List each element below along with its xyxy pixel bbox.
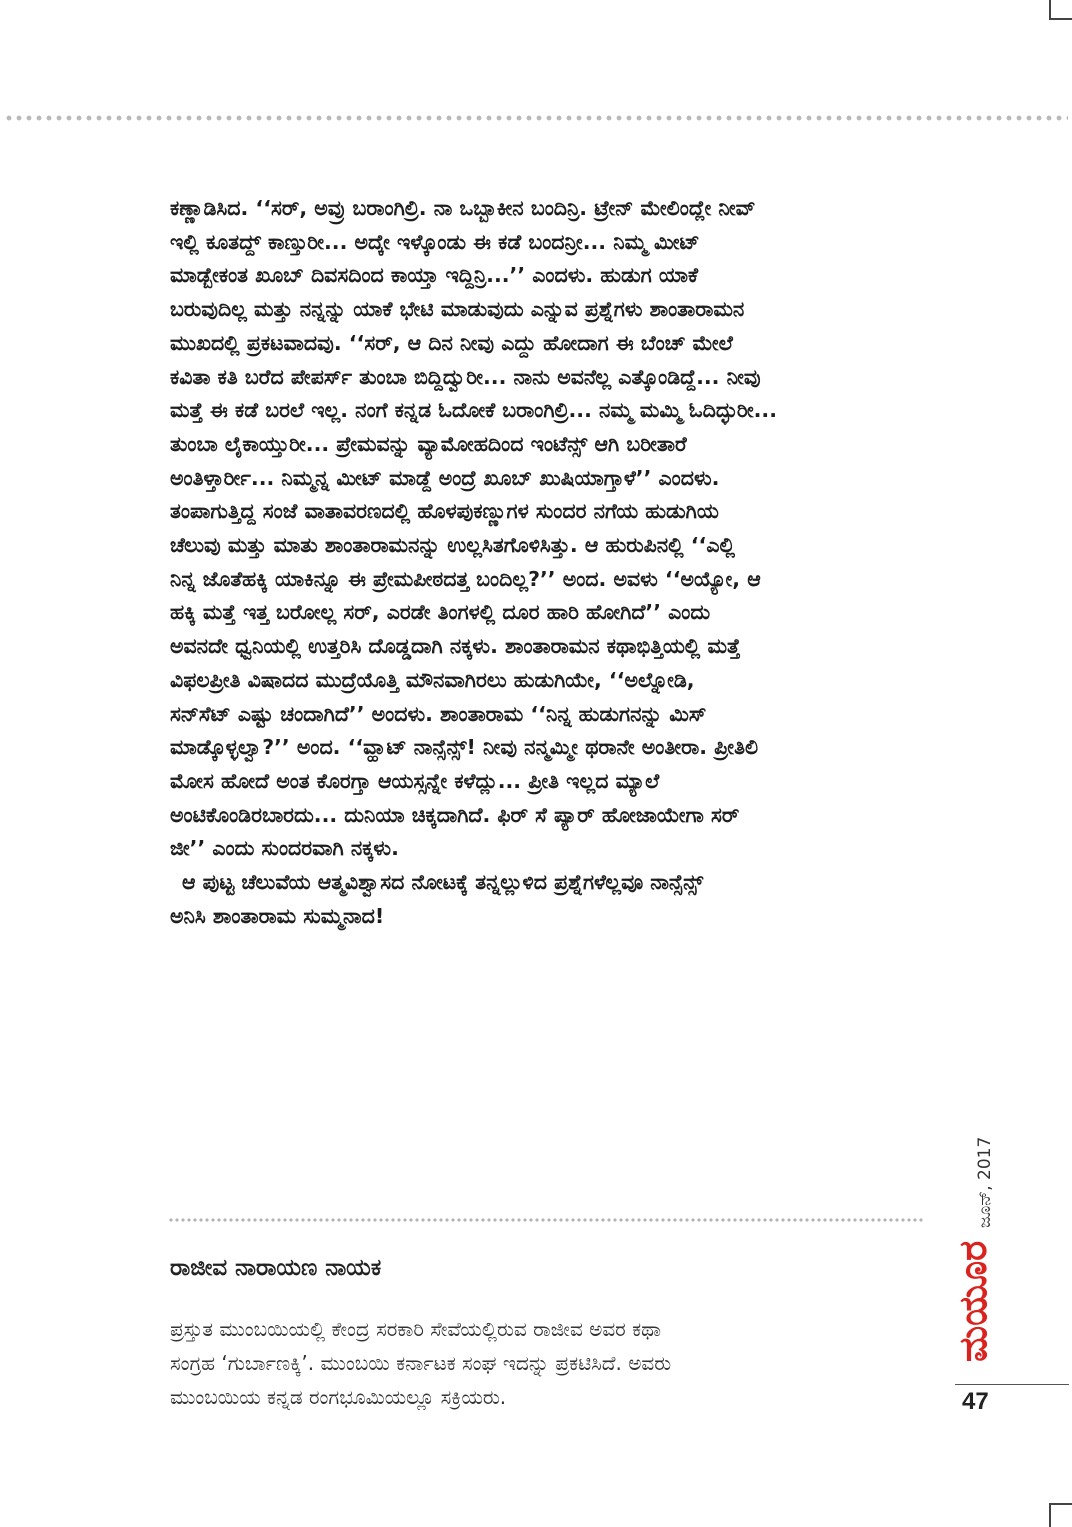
story-line: ಚೆಲುವು ಮತ್ತು ಮಾತು ಶಾಂತಾರಾಮನನ್ನು ಉಲ್ಲಸಿತಗೊಳಿಸಿತ್ತು. ಆ ಹುರುಪಿನಲ್ಲಿ ‘‘ಎಲ್ಲಿ — [170, 533, 735, 558]
story-line: ಮಾಡ್ಬೇಕಂತ ಖೂಬ್ ದಿವಸದಿಂದ ಕಾಯ್ತಾ ಇದ್ದಿನ್ರಿ...’’ ಎಂದಳು. ಹುಡುಗ ಯಾಕೆ — [170, 263, 699, 288]
story-line: ಅಂತಿಳ್ತಾರ್ರೀ... ನಿಮ್ಮನ್ನ ಮೀಟ್ ಮಾಡ್ದೆ ಅಂದ್ರೆ ಖೂಬ್ ಖುಷಿಯಾಗ್ತಾಳೆ’’ ಎಂದಳು. — [170, 465, 720, 490]
story-line: ಮುಖದಲ್ಲಿ ಪ್ರಕಟವಾದವು. ‘‘ಸರ್, ಆ ದಿನ ನೀವು ಎದ್ದು ಹೋದಾಗ ಈ ಬೆಂಚ್ ಮೇಲೆ — [170, 330, 733, 355]
story-line: ಇಲ್ಲಿ ಕೂತದ್ದ್ ಕಾಣ್ತುರೀ... ಅದ್ಕೇ ಇಳ್ಕೊಂಡು ಈ ಕಡೆ ಬಂದನ್ರೀ... ನಿಮ್ಮ ಮೀಟ್ — [170, 229, 700, 254]
bio-dotted-rule — [168, 1217, 924, 1223]
bio-line: ಸಂಗ್ರಹ ‘ಗುರ್ಬಾಣಕ್ಕಿ’. ಮುಂಬಯಿ ಕರ್ನಾಟಕ ಸಂಘ ಇದನ್ನು ಪ್ರಕಟಿಸಿದೆ. ಅವರು — [170, 1351, 672, 1375]
story-line: ಅಂಟಿಕೊಂಡಿರಬಾರದು... ದುನಿಯಾ ಚಿಕ್ಕದಾಗಿದೆ. ಫಿರ್ ಸೆ ಪ್ಯಾರ್ ಹೋಜಾಯೇಗಾ ಸರ್ — [170, 802, 740, 827]
story-line: ಮಾಡ್ಕೊಳ್ಳಲ್ವಾ?’’ ಅಂದ. ‘‘ವ್ಹಾಟ್ ನಾನ್ಸೆನ್ಸ್! ನೀವು ನನ್ಮಮ್ಮೀ ಥರಾನೇ ಅಂತೀರಾ. ಪ್ರೀತಿಲಿ — [170, 735, 759, 760]
story-line: ತಂಪಾಗುತ್ತಿದ್ದ ಸಂಜೆ ವಾತಾವರಣದಲ್ಲಿ ಹೊಳಪುಕಣ್ಣುಗಳ ಸುಂದರ ನಗೆಯ ಹುಡುಗಿಯ — [170, 499, 719, 524]
story-line: ಕಣ್ಣಾಡಿಸಿದ. ‘‘ಸರ್, ಅವ್ರು ಬರಾಂಗಿಲ್ರಿ. ನಾ ಒಬ್ಬಾಕೀನ ಬಂದಿನ್ರಿ. ಟ್ರೇನ್ ಮೇಲಿಂದ್ಲೇ ನೀವ್ — [170, 196, 756, 220]
author-bio — [170, 1312, 890, 1414]
story-line: ಮೋಸ ಹೋದೆ ಅಂತ ಕೊರಗ್ತಾ ಆಯಸ್ಸನ್ನೇ ಕಳೆದ್ಲು... ಪ್ರೀತಿ ಇಲ್ಲದ ಮ್ಯಾಲೆ — [170, 768, 660, 793]
crop-mark-top-right — [1049, 0, 1072, 20]
story-line: ಅನಿಸಿ ಶಾಂತಾರಾಮ ಸುಮ್ಮನಾದ! — [170, 903, 385, 928]
bio-line: ಪ್ರಸ್ತುತ ಮುಂಬಯಿಯಲ್ಲಿ ಕೇಂದ್ರ ಸರಕಾರಿ ಸೇವೆಯಲ್ಲಿರುವ ರಾಜೀವ ಅವರ ಕಥಾ — [170, 1317, 662, 1341]
magazine-logo: ಮಯೂರ — [951, 1240, 995, 1362]
story-line: ಸನ್‌ಸೆಟ್ ಎಷ್ಟು ಚಂದಾಗಿದೆ’’ ಅಂದಳು. ಶಾಂತಾರಾಮ ‘‘ನಿನ್ನ ಹುಡುಗನನ್ನು ಮಿಸ್ — [170, 701, 707, 726]
crop-mark-bottom-right — [1049, 1503, 1072, 1527]
story-line: ಆ ಪುಟ್ಟ ಚೆಲುವೆಯ ಆತ್ಮವಿಶ್ವಾಸದ ನೋಟಕ್ಕೆ ತನ್ನಲ್ಲುಳಿದ ಪ್ರಶ್ನೆಗಳೆಲ್ಲವೂ ನಾನ್ಸೆನ್ಸ್ — [182, 870, 704, 895]
page-number: 47 — [962, 1388, 989, 1415]
story-line: ತುಂಬಾ ಲೈಕಾಯ್ತುರೀ... ಪ್ರೇಮವನ್ನು ವ್ಯಾಮೋಹದಿಂದ ಇಂಟೆನ್ಸ್ ಆಗಿ ಬರೀತಾರೆ — [170, 431, 687, 456]
story-line: ಅವನದೇ ಧ್ವನಿಯಲ್ಲಿ ಉತ್ತರಿಸಿ ದೊಡ್ಡದಾಗಿ ನಕ್ಕಳು. ಶಾಂತಾರಾಮನ ಕಥಾಭಿತ್ತಿಯಲ್ಲಿ ಮತ್ತೆ — [170, 634, 741, 659]
story-text — [170, 192, 920, 933]
top-dotted-rule — [4, 114, 1068, 122]
story-line: ಕವಿತಾ ಕತಿ ಬರೆದ ಪೇಪರ್ಸ್ ತುಂಬಾ ಬಿದ್ದಿದ್ವುರೀ... ನಾನು ಅವನೆಲ್ಲ ಎತ್ಕೊಂಡಿದ್ದೆ... ನೀವು — [170, 364, 761, 389]
story-line: ವಿಫಲಪ್ರೀತಿ ವಿಷಾದದ ಮುದ್ರೆಯೊತ್ತಿ ಮೌನವಾಗಿರಲು ಹುಡುಗಿಯೇ, ‘‘ಅಲ್ನೋಡಿ, — [170, 667, 695, 692]
story-line: ಬರುವುದಿಲ್ಲ ಮತ್ತು ನನ್ನನ್ನು ಯಾಕೆ ಭೇಟಿ ಮಾಡುವುದು ಎನ್ನುವ ಪ್ರಶ್ನೆಗಳು ಶಾಂತಾರಾಮನ — [170, 297, 745, 322]
story-line: ಮತ್ತೆ ಈ ಕಡೆ ಬರಲೆ ಇಲ್ಲ. ನಂಗೆ ಕನ್ನಡ ಓದೋಕೆ ಬರಾಂಗಿಲ್ರಿ... ನಮ್ಮ ಮಮ್ಮಿ ಓದಿದ್ಳುರೀ... — [170, 398, 777, 423]
folio-rule — [955, 1384, 1069, 1385]
author-name: ರಾಜೀವ ನಾರಾಯಣ ನಾಯಕ — [170, 1255, 382, 1281]
story-line: ಜೀ’’ ಎಂದು ಸುಂದರವಾಗಿ ನಕ್ಕಳು. — [170, 836, 399, 861]
story-line: ಹಕ್ಕಿ ಮತ್ತೆ ಇತ್ತ ಬರೋಲ್ಲ ಸರ್, ಎರಡೇ ತಿಂಗಳಲ್ಲಿ ದೂರ ಹಾರಿ ಹೋಗಿದೆ’’ ಎಂದು — [170, 600, 711, 625]
story-line: ನಿನ್ನ ಜೊತೆಹಕ್ಕಿ ಯಾಕಿನ್ನೂ ಈ ಪ್ರೇಮಪೀಠದತ್ತ ಬಂದಿಲ್ಲ?’’ ಅಂದ. ಅವಳು ‘‘ಅಯ್ಯೋ, ಆ — [170, 566, 761, 591]
bio-line: ಮುಂಬಯಿಯ ಕನ್ನಡ ರಂಗಭೂಮಿಯಲ್ಲೂ ಸಕ್ರಿಯರು. — [170, 1385, 507, 1409]
issue-date: ಜೂನ್, 2017 — [975, 1136, 995, 1228]
